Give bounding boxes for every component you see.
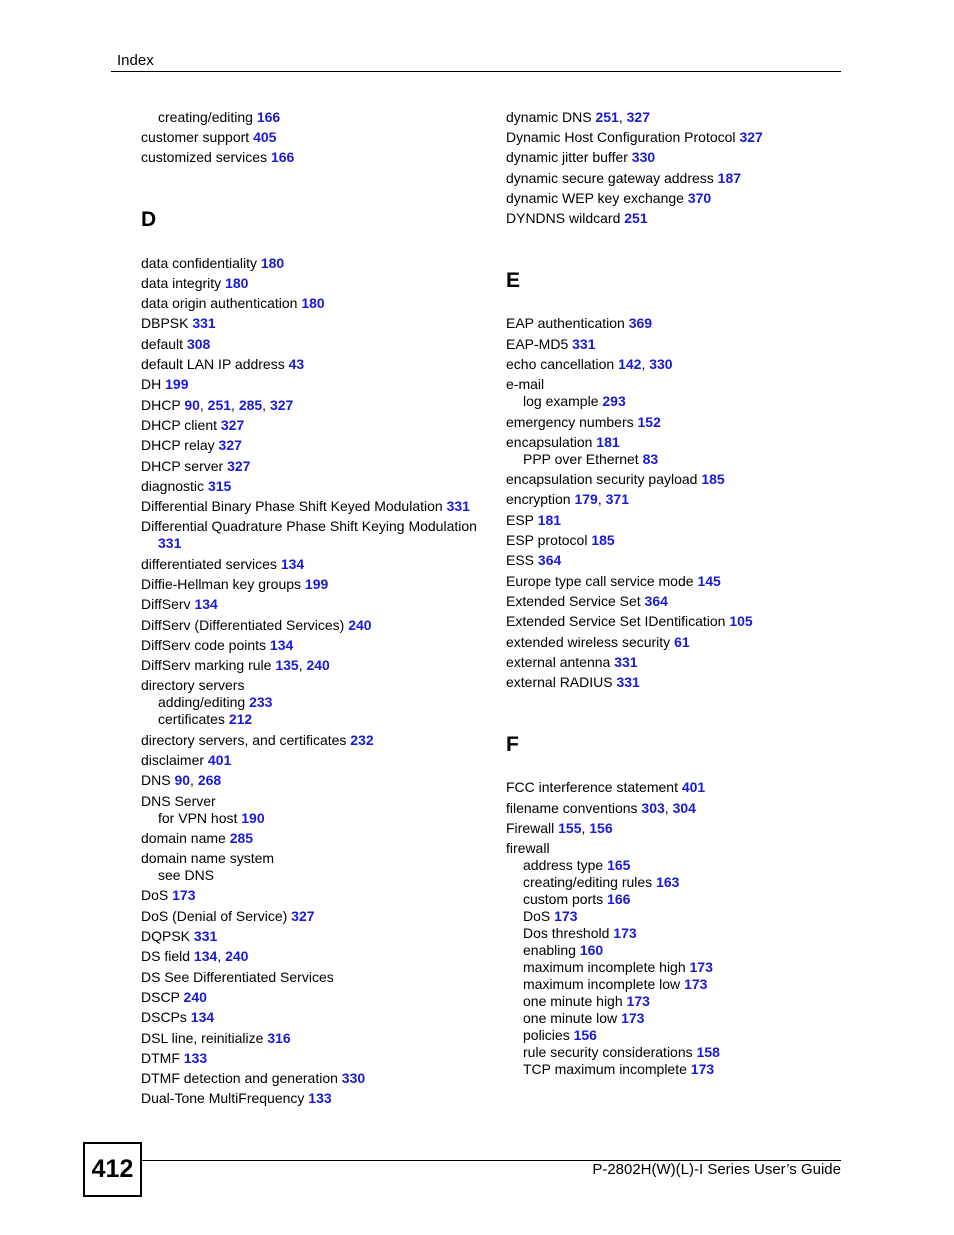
page-link[interactable]: 145 bbox=[697, 572, 721, 589]
index-entry bbox=[506, 490, 851, 510]
index-subentry bbox=[141, 694, 486, 711]
index-entry bbox=[506, 188, 851, 208]
section-spacer bbox=[506, 693, 851, 733]
page-link[interactable]: 181 bbox=[537, 511, 562, 528]
index-subentry bbox=[506, 993, 851, 1010]
index-entry bbox=[506, 208, 851, 228]
page-link[interactable]: 180 bbox=[301, 295, 325, 312]
page-link[interactable]: 180 bbox=[225, 274, 249, 291]
index-entry bbox=[141, 771, 486, 791]
index-term: DHCP bbox=[141, 396, 181, 413]
page-link[interactable]: 327 bbox=[220, 416, 245, 433]
index-entry bbox=[141, 849, 486, 886]
page-link[interactable]: 181 bbox=[596, 433, 620, 450]
index-term: custom ports bbox=[523, 891, 604, 908]
index-subentry bbox=[506, 959, 851, 976]
index-term: customer support bbox=[141, 128, 250, 145]
page-link[interactable]: 330 bbox=[341, 1070, 366, 1087]
section-letter: E bbox=[506, 268, 521, 292]
page-separator: , bbox=[231, 396, 239, 413]
index-term: DiffServ (Differentiated Services) bbox=[141, 616, 345, 633]
index-term: DS See Differentiated Services bbox=[141, 968, 334, 985]
index-term: encryption bbox=[506, 491, 571, 508]
index-term: domain name system bbox=[141, 850, 275, 867]
index-term: Dynamic Host Configuration Protocol bbox=[506, 128, 736, 145]
index-term: extended wireless security bbox=[506, 633, 671, 650]
index-term: maximum incomplete low bbox=[523, 976, 681, 993]
page-link[interactable]: 155 bbox=[558, 820, 582, 837]
page-link[interactable]: 142 bbox=[618, 356, 642, 373]
index-term: DiffServ marking rule bbox=[141, 657, 272, 674]
page-link[interactable]: 330 bbox=[631, 149, 656, 166]
page-link[interactable]: 371 bbox=[605, 491, 629, 508]
section-spacer bbox=[506, 293, 851, 314]
index-term: echo cancellation bbox=[506, 356, 615, 373]
index-term: one minute high bbox=[523, 993, 623, 1010]
guide-title: P-2802H(W)(L)-I Series User’s Guide bbox=[592, 1161, 841, 1178]
index-term: filename conventions bbox=[506, 799, 638, 816]
page-separator: , bbox=[199, 396, 208, 413]
index-term: DoS (Denial of Service) bbox=[141, 907, 288, 924]
page-link[interactable]: 327 bbox=[227, 457, 251, 474]
page-link[interactable]: 166 bbox=[607, 891, 631, 908]
index-entry bbox=[506, 818, 851, 838]
page-link[interactable]: 156 bbox=[589, 820, 613, 837]
page-link[interactable]: 327 bbox=[218, 437, 242, 454]
index-entry bbox=[141, 293, 486, 313]
page-link[interactable]: 160 bbox=[579, 942, 604, 959]
index-entry bbox=[506, 612, 851, 632]
index-term: DTMF bbox=[141, 1049, 180, 1066]
index-term: Extended Service Set IDentification bbox=[506, 613, 726, 630]
index-entry bbox=[141, 554, 486, 574]
page-link[interactable]: 187 bbox=[717, 169, 742, 186]
index-term: DiffServ bbox=[141, 596, 191, 613]
index-term: Differential Quadrature Phase Shift Keying Modulation bbox=[141, 518, 477, 535]
page-link[interactable]: 330 bbox=[649, 356, 673, 373]
index-entry bbox=[141, 635, 486, 655]
index-subentry bbox=[141, 810, 486, 827]
index-entry bbox=[506, 432, 851, 469]
index-entry bbox=[141, 395, 486, 415]
page-link[interactable]: 134 bbox=[269, 636, 294, 653]
page-link[interactable]: 240 bbox=[306, 657, 330, 674]
index-term: DNS bbox=[141, 772, 171, 789]
index-term: certificates bbox=[158, 711, 225, 728]
page-link[interactable]: 90 bbox=[174, 772, 191, 789]
page-separator: , bbox=[217, 948, 226, 965]
index-entry bbox=[141, 1089, 486, 1109]
page-link[interactable]: 327 bbox=[269, 396, 294, 413]
index-entry bbox=[141, 791, 486, 828]
index-entry bbox=[141, 354, 486, 374]
index-term: external antenna bbox=[506, 653, 611, 670]
index-term: one minute low bbox=[523, 1010, 618, 1027]
index-entry bbox=[141, 1008, 486, 1028]
page-link[interactable]: 173 bbox=[690, 1061, 715, 1078]
index-entry bbox=[141, 253, 486, 273]
page-separator: , bbox=[262, 396, 270, 413]
page-link[interactable]: 179 bbox=[574, 491, 598, 508]
index-term: encapsulation bbox=[506, 433, 593, 450]
section-spacer bbox=[141, 232, 486, 253]
index-subentry bbox=[506, 925, 851, 942]
index-entry bbox=[141, 375, 486, 395]
index-entry bbox=[141, 127, 486, 147]
page-link[interactable]: 327 bbox=[626, 108, 650, 125]
page-link[interactable]: 166 bbox=[270, 149, 295, 166]
page-link[interactable]: 331 bbox=[192, 315, 216, 332]
index-entry bbox=[141, 148, 486, 168]
page-separator: , bbox=[298, 657, 307, 674]
page-link[interactable]: 331 bbox=[158, 535, 182, 552]
index-entry bbox=[141, 750, 486, 770]
index-entry bbox=[506, 168, 851, 188]
page-link[interactable]: 173 bbox=[613, 925, 637, 942]
index-term: emergency numbers bbox=[506, 413, 634, 430]
page-link[interactable]: 331 bbox=[572, 335, 596, 352]
page-separator: , bbox=[190, 772, 198, 789]
page-link[interactable]: 61 bbox=[674, 633, 690, 650]
page-link[interactable]: 173 bbox=[689, 959, 713, 976]
page-link[interactable]: 185 bbox=[591, 532, 615, 549]
index-term: DSL line, reinitialize bbox=[141, 1029, 264, 1046]
index-term: DQPSK bbox=[141, 928, 191, 945]
index-term: firewall bbox=[506, 840, 550, 857]
index-term: ESP bbox=[506, 511, 534, 528]
index-term: disclaimer bbox=[141, 752, 205, 769]
page-separator: , bbox=[618, 108, 627, 125]
page-link[interactable]: 240 bbox=[348, 616, 372, 633]
page-link[interactable]: 401 bbox=[681, 779, 706, 796]
index-entry bbox=[141, 730, 486, 750]
page-link[interactable]: 83 bbox=[642, 450, 659, 467]
index-term: DYNDNS wildcard bbox=[506, 210, 621, 227]
index-subentry bbox=[141, 711, 486, 728]
index-term: DBPSK bbox=[141, 315, 189, 332]
index-term: TCP maximum incomplete bbox=[523, 1061, 687, 1078]
page-number: 412 bbox=[83, 1142, 142, 1197]
page-separator: , bbox=[581, 820, 590, 837]
index-term: DHCP relay bbox=[141, 437, 215, 454]
section-letter: F bbox=[506, 732, 519, 756]
page-link[interactable]: 165 bbox=[607, 857, 631, 874]
header-divider bbox=[111, 71, 841, 72]
index-term: Differential Binary Phase Shift Keyed Modulation bbox=[141, 498, 443, 515]
index-entry bbox=[506, 632, 851, 652]
index-entry bbox=[141, 1048, 486, 1068]
page-link[interactable]: 173 bbox=[684, 976, 708, 993]
page-link[interactable]: 285 bbox=[238, 396, 263, 413]
index-term: dynamic WEP key exchange bbox=[506, 189, 684, 206]
page-link[interactable]: 251 bbox=[207, 396, 232, 413]
index-term: dynamic secure gateway address bbox=[506, 169, 714, 186]
index-term: creating/editing bbox=[158, 108, 253, 125]
page-link[interactable]: 233 bbox=[249, 694, 273, 711]
index-term: DSCP bbox=[141, 988, 180, 1005]
index-entry bbox=[141, 656, 486, 676]
index-term: DoS bbox=[141, 887, 169, 904]
page-link[interactable]: 173 bbox=[626, 993, 650, 1010]
index-term: policies bbox=[523, 1027, 570, 1044]
index-term: DHCP server bbox=[141, 457, 224, 474]
index-term: EAP authentication bbox=[506, 315, 625, 332]
page-link[interactable]: 331 bbox=[446, 498, 470, 515]
running-header: Index bbox=[117, 52, 154, 69]
index-term: e-mail bbox=[506, 376, 545, 393]
index-term: domain name bbox=[141, 829, 226, 846]
page-link[interactable]: 173 bbox=[621, 1010, 645, 1027]
page-link[interactable]: 134 bbox=[190, 1009, 215, 1026]
index-subentry bbox=[506, 857, 851, 874]
page-link[interactable]: 331 bbox=[616, 674, 640, 691]
page-link[interactable]: 315 bbox=[207, 477, 232, 494]
page-link[interactable]: 134 bbox=[194, 596, 218, 613]
index-term: DiffServ code points bbox=[141, 636, 267, 653]
index-entry bbox=[141, 828, 486, 848]
index-entry bbox=[506, 839, 851, 1080]
page-link[interactable]: 135 bbox=[275, 657, 299, 674]
index-term: EAP-MD5 bbox=[506, 335, 569, 352]
index-term: encapsulation security payload bbox=[506, 471, 698, 488]
index-subentry bbox=[506, 942, 851, 959]
index-term: rule security considerations bbox=[523, 1044, 693, 1061]
index-subentry bbox=[506, 1044, 851, 1061]
index-term: Dual-Tone MultiFrequency bbox=[141, 1090, 305, 1107]
page-link[interactable]: 316 bbox=[267, 1029, 291, 1046]
page-link[interactable]: 251 bbox=[624, 210, 648, 227]
index-subentry bbox=[506, 908, 851, 925]
index-entry bbox=[506, 571, 851, 591]
page-separator: , bbox=[664, 799, 673, 816]
index-column-left bbox=[141, 107, 486, 1109]
index-entry bbox=[506, 798, 851, 818]
index-entry bbox=[141, 314, 486, 334]
index-entry bbox=[141, 967, 486, 987]
page-separator: , bbox=[641, 356, 650, 373]
index-entry bbox=[506, 652, 851, 672]
index-term: adding/editing bbox=[158, 694, 246, 711]
section-spacer bbox=[506, 229, 851, 269]
page-link[interactable]: 133 bbox=[183, 1049, 208, 1066]
index-entry bbox=[141, 107, 486, 127]
page-separator: , bbox=[597, 491, 606, 508]
page-link[interactable]: 327 bbox=[739, 128, 763, 145]
index-entry bbox=[141, 456, 486, 476]
index-term: directory servers bbox=[141, 677, 245, 694]
index-subentry bbox=[506, 451, 851, 468]
index-entry bbox=[141, 436, 486, 456]
index-entry bbox=[141, 334, 486, 354]
page-link[interactable]: 134 bbox=[193, 948, 218, 965]
index-term: ESP protocol bbox=[506, 532, 588, 549]
page-link[interactable]: 232 bbox=[350, 731, 374, 748]
index-entry bbox=[141, 615, 486, 635]
page-link[interactable]: 293 bbox=[602, 393, 626, 410]
page-link[interactable]: 173 bbox=[172, 887, 196, 904]
index-term: Extended Service Set bbox=[506, 592, 641, 609]
index-term: customized services bbox=[141, 149, 268, 166]
index-term: data confidentiality bbox=[141, 254, 257, 271]
index-term: Europe type call service mode bbox=[506, 572, 694, 589]
page-link[interactable]: 331 bbox=[193, 928, 218, 945]
index-entry bbox=[141, 886, 486, 906]
index-subentry bbox=[506, 891, 851, 908]
index-term: DNS Server bbox=[141, 792, 216, 809]
index-term: maximum incomplete high bbox=[523, 959, 686, 976]
index-entry bbox=[506, 375, 851, 412]
page-link[interactable]: 401 bbox=[207, 752, 232, 769]
index-term: directory servers, and certificates bbox=[141, 731, 347, 748]
page-link[interactable]: 303 bbox=[641, 799, 665, 816]
index-term: for VPN host bbox=[158, 809, 238, 826]
index-entry bbox=[141, 906, 486, 926]
index-entry bbox=[141, 476, 486, 496]
index-entry bbox=[506, 470, 851, 490]
page-link[interactable]: 134 bbox=[280, 555, 305, 572]
index-entry bbox=[506, 334, 851, 354]
index-term: FCC interference statement bbox=[506, 779, 678, 796]
page-link[interactable]: 163 bbox=[656, 874, 680, 891]
index-entry bbox=[506, 127, 851, 147]
index-term: data origin authentication bbox=[141, 295, 298, 312]
index-term: dynamic jitter buffer bbox=[506, 149, 628, 166]
page-link[interactable]: 133 bbox=[308, 1090, 332, 1107]
section-letter: D bbox=[141, 207, 157, 231]
page-link[interactable]: 90 bbox=[184, 396, 200, 413]
page-link[interactable]: 152 bbox=[637, 413, 661, 430]
index-term: Firewall bbox=[506, 820, 555, 837]
page-link[interactable]: 166 bbox=[256, 108, 281, 125]
page-link[interactable]: 308 bbox=[186, 335, 211, 352]
index-entry bbox=[506, 314, 851, 334]
index-entry bbox=[506, 778, 851, 798]
page-link[interactable]: 405 bbox=[253, 128, 277, 145]
index-entry bbox=[506, 673, 851, 693]
index-subentry bbox=[141, 867, 486, 884]
page-link[interactable]: 199 bbox=[304, 575, 329, 592]
index-term: DSCPs bbox=[141, 1009, 187, 1026]
index-subentry bbox=[506, 393, 851, 410]
index-term: default bbox=[141, 335, 184, 352]
page-link[interactable]: 185 bbox=[701, 471, 725, 488]
page-link[interactable]: 158 bbox=[696, 1044, 720, 1061]
index-entry bbox=[506, 530, 851, 550]
index-entry bbox=[506, 412, 851, 432]
index-term: DS field bbox=[141, 948, 191, 965]
index-entry bbox=[141, 517, 486, 554]
page-link[interactable]: 240 bbox=[225, 948, 249, 965]
index-term: DoS bbox=[523, 908, 551, 925]
page-link[interactable]: 369 bbox=[628, 315, 653, 332]
index-term: dynamic DNS bbox=[506, 108, 592, 125]
index-entry bbox=[506, 551, 851, 571]
index-term: see DNS bbox=[158, 867, 215, 884]
page-link[interactable]: 364 bbox=[537, 552, 562, 569]
index-entry bbox=[506, 510, 851, 530]
index-term: data integrity bbox=[141, 274, 222, 291]
page-link[interactable]: 199 bbox=[165, 376, 189, 393]
index-entry bbox=[141, 1069, 486, 1089]
page-link[interactable]: 212 bbox=[228, 711, 253, 728]
page-link[interactable]: 304 bbox=[672, 799, 696, 816]
index-term: DH bbox=[141, 376, 162, 393]
page-link[interactable]: 268 bbox=[197, 772, 222, 789]
section-spacer bbox=[141, 168, 486, 208]
index-entry bbox=[141, 926, 486, 946]
page-link[interactable]: 105 bbox=[729, 613, 753, 630]
page-link[interactable]: 327 bbox=[291, 907, 315, 924]
index-entry bbox=[141, 273, 486, 293]
page-link[interactable]: 173 bbox=[554, 908, 578, 925]
index-entry bbox=[141, 1028, 486, 1048]
index-term: log example bbox=[523, 393, 599, 410]
index-entry bbox=[506, 148, 851, 168]
index-entry bbox=[141, 496, 486, 516]
index-term: PPP over Ethernet bbox=[523, 450, 639, 467]
index-subentry bbox=[506, 874, 851, 891]
page-link[interactable]: 251 bbox=[595, 108, 619, 125]
index-term: default LAN IP address bbox=[141, 356, 285, 373]
page-link[interactable]: 331 bbox=[614, 653, 638, 670]
index-term: external RADIUS bbox=[506, 674, 613, 691]
index-term: DHCP client bbox=[141, 416, 217, 433]
index-subentry bbox=[506, 1027, 851, 1044]
index-entry bbox=[141, 987, 486, 1007]
index-column-right bbox=[506, 107, 851, 1080]
index-subentry bbox=[506, 1010, 851, 1027]
index-entry bbox=[141, 574, 486, 594]
index-subentry bbox=[506, 1061, 851, 1078]
index-term: diagnostic bbox=[141, 477, 205, 494]
index-term: differentiated services bbox=[141, 555, 277, 572]
index-term: Dos threshold bbox=[523, 925, 610, 942]
section-spacer bbox=[506, 757, 851, 778]
page-link[interactable]: 190 bbox=[241, 809, 265, 826]
page-link[interactable]: 156 bbox=[573, 1027, 597, 1044]
index-subentry bbox=[506, 976, 851, 993]
index-entry bbox=[141, 415, 486, 435]
index-term: DTMF detection and generation bbox=[141, 1070, 338, 1087]
index-term: ESS bbox=[506, 552, 535, 569]
index-term: enabling bbox=[523, 942, 576, 959]
index-entry bbox=[141, 595, 486, 615]
index-entry bbox=[141, 947, 486, 967]
page-link[interactable]: 364 bbox=[644, 592, 668, 609]
index-term: Diffie-Hellman key groups bbox=[141, 575, 302, 592]
page-link[interactable]: 180 bbox=[260, 254, 285, 271]
index-entry bbox=[506, 591, 851, 611]
page-link[interactable]: 240 bbox=[183, 988, 207, 1005]
index-term: creating/editing rules bbox=[523, 874, 653, 891]
page-link[interactable]: 285 bbox=[229, 829, 254, 846]
page-link[interactable]: 370 bbox=[687, 189, 712, 206]
index-term: address type bbox=[523, 857, 604, 874]
index-entry bbox=[141, 676, 486, 730]
index-entry bbox=[506, 107, 851, 127]
index-entry bbox=[506, 354, 851, 374]
page-link[interactable]: 43 bbox=[288, 356, 305, 373]
